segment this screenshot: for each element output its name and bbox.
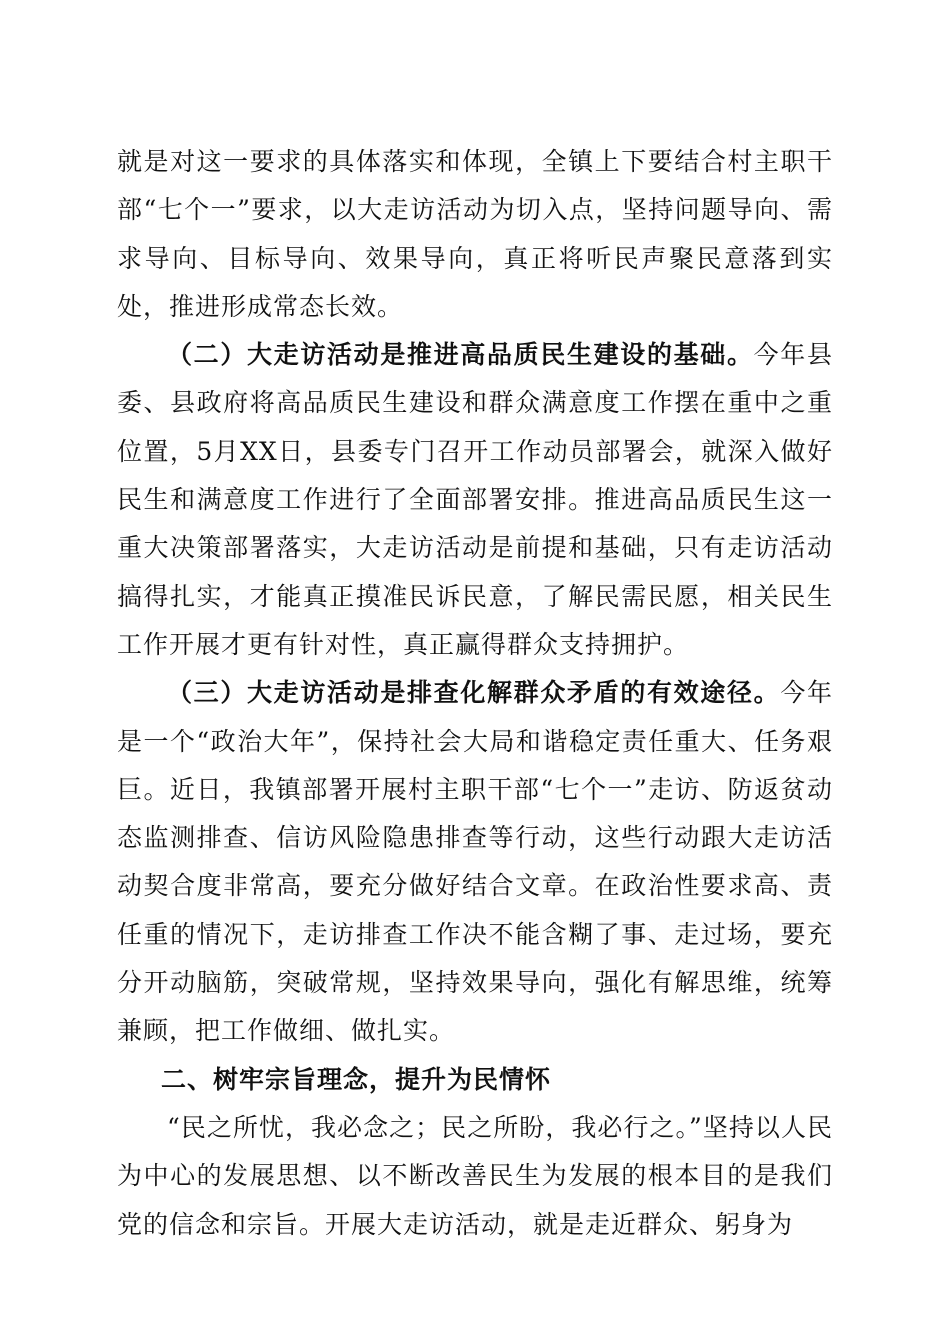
paragraph-continuation — [117, 138, 833, 331]
section-heading: 二、树牢宗旨理念，提升为民情怀 — [161, 1064, 552, 1094]
paragraph-text: 就是对这一要求的具体落实和体现，全镇上下要结合村主职干部“七个一”要求，以大走访活动为切入点，坚持问题导向、需求导向、目标导向、效果导向，真正将听民声聚民意落到实处，推进形成常态长效。 — [117, 147, 833, 321]
paragraph-text: “民之所忧，我必念之；民之所盼，我必行之。”坚持以人民为中心的发展思想、以不断改善民生为发展的根本目的是我们党的信念和宗旨。开展大走访活动，就是走近群众、躬身为 — [117, 1112, 833, 1239]
paragraph-text: 今年是一个“政治大年”，保持社会大局和谐稳定责任重大、任务艰巨。近日，我镇部署开展村主职干部“七个一”走访、防返贫动态监测排查、信访风险隐患排查等行动，这些行动跟大走访活动契合度非常高，要充分做好结合文章。在政治性要求高、责任重的情况下，走访排查工作决不能含糊了事、走过场，要充分开动脑筋，突破常规，坚持效果导向，强化有解思维，统筹兼顾，把工作做细、做扎实。 — [117, 678, 833, 1046]
paragraph-lead: （二）大走访活动是推进高品质民生建设的基础。 — [167, 340, 754, 370]
paragraph-closing — [117, 1104, 833, 1249]
document-body — [117, 138, 833, 1249]
paragraph-lead: （三）大走访活动是排查化解群众矛盾的有效途径。 — [167, 678, 781, 708]
paragraph-text: 今年县委、县政府将高品质民生建设和群众满意度工作摆在重中之重位置，5月XX日，县委专门召开工作动员部署会，就深入做好民生和满意度工作进行了全面部署安排。推进高品质民生这一重大决策部署落实，大走访活动是前提和基础，只有走访活动搞得扎实，才能真正摸准民诉民意，了解民需民愿，相关民生工作开展才更有针对性，真正赢得群众支持拥护。 — [117, 340, 833, 659]
paragraph-item-three — [117, 669, 833, 1055]
paragraph-item-two — [117, 331, 833, 669]
